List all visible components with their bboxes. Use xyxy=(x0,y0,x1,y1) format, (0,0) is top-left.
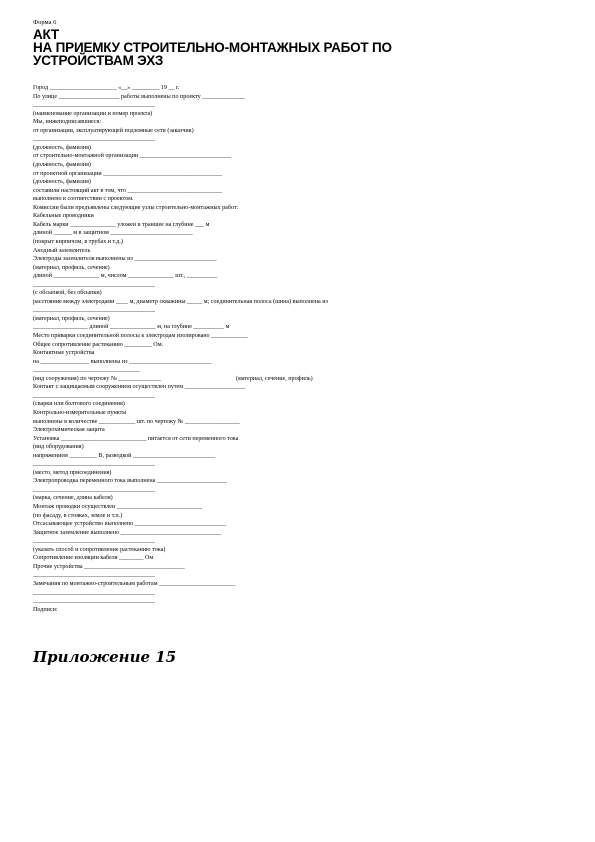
form-line: расстояние между электродами ____ м, диаметр скважины _____ м; соединительная полоса (шина) выполнена из xyxy=(33,298,328,305)
document-title xyxy=(33,28,573,67)
form-line: (материал, профиль, сечение) xyxy=(33,315,110,322)
form-line: (наименование организации и номер проекта) xyxy=(33,110,153,117)
form-line: от строительно-монтажной организации ______________________________ xyxy=(33,153,232,160)
form-line: (марка, сечение, длина кабеля) xyxy=(33,495,113,502)
form-line: Замечания по монтажно-строительным работам _________________________ xyxy=(33,580,236,587)
form-line: ________________________________________ xyxy=(33,102,155,109)
form-line: (указать способ и сопротивление растеканию тока) xyxy=(33,546,166,553)
form-line: от организации, эксплуатирующей подземные сети (заказчик) xyxy=(33,127,194,134)
form-line: Контакт с защищаемым сооружением осуществлен путем ____________________ xyxy=(33,384,246,391)
form-line: длиной ______ м в защитном ___________________________ xyxy=(33,230,193,237)
form-line: Комиссии были предъявлены следующие узлы строительно-монтажных работ: xyxy=(33,204,239,211)
inline-label: (материал, сечение, профиль) xyxy=(236,375,313,382)
form-line: напряжением _________ В, разводкой ___________________________ xyxy=(33,452,216,459)
form-line: Общее сопротивление растеканию _________ Ом. xyxy=(33,341,164,348)
form-line: ________________________________________ xyxy=(33,461,155,468)
form-line: (материал, профиль, сечение) xyxy=(33,264,110,271)
form-line: ________________________________________ xyxy=(33,136,155,143)
form-line: Подписи: xyxy=(33,606,58,613)
form-line: Кабельные проводники xyxy=(33,213,94,220)
form-line: ________________________________________ xyxy=(33,486,155,493)
form-line: __________________ длиной _______________ м, на глубине __________ м xyxy=(33,324,230,331)
form-line: Электроды заземлителя выполнены из ___________________________ xyxy=(33,256,217,262)
title-line: НА ПРИЕМКУ СТРОИТЕЛЬНО-МОНТАЖНЫХ РАБОТ ПО xyxy=(33,40,392,55)
form-line: Защитное заземление выполнено _________________________________ xyxy=(33,529,222,536)
form-line: ________________________________________ xyxy=(33,598,155,604)
form-line: Сопротивление изоляции кабеля ________ Ом xyxy=(33,555,154,562)
form-line: выполнено в соответствии с проектом. xyxy=(33,196,134,203)
form-line: (вид оборудования) xyxy=(33,444,84,451)
form-line: ________________________________________ xyxy=(33,589,155,596)
form-line: на ________________ выполнены из ___________________________ xyxy=(33,358,212,365)
form-line: (с обсыпкой, без обсыпки) xyxy=(33,290,102,297)
form-line: ___________________________________ xyxy=(33,367,140,374)
form-line: (место, метод присоединения) xyxy=(33,469,112,476)
form-line: составили настоящий акт в том, что _______________________________ xyxy=(33,187,222,194)
form-line: ________________________________________ xyxy=(33,538,155,545)
title-line: АКТ xyxy=(33,27,59,42)
form-line: ________________________________________ xyxy=(33,281,155,288)
form-line: от проектной организации _______________________________________ xyxy=(33,170,222,177)
appendix-heading: Приложение 15 xyxy=(33,648,177,666)
form-line: Место приварки соединительной полосы к электродам изолировано ____________ xyxy=(33,333,248,339)
title-line: УСТРОЙСТВАМ ЭХЗ xyxy=(33,53,164,68)
form-line: Электропроводка переменного тока выполнена _______________________ xyxy=(33,478,227,485)
form-line: Монтаж проводки осуществлен ____________________________ xyxy=(33,504,203,510)
form-line: ________________________________________ xyxy=(33,392,155,399)
form-line: (должность, фамилия) xyxy=(33,161,91,168)
form-line: (по фасаду, в стояках, земле и т.п.) xyxy=(33,512,123,519)
form-line: Анодный заземлитель xyxy=(33,247,91,254)
form-line: Электрохимическая защита xyxy=(33,427,105,433)
form-line: Город ______________________ «__» _________ 19 __ г. xyxy=(33,85,180,91)
form-line: выполнены в количестве ____________ шт. по чертежу № __________________ xyxy=(33,418,240,425)
form-line: (покрыт кирпичом, в трубах и т.д.) xyxy=(33,238,123,245)
form-line: Кабель марки _______________ уложен в траншее на глубине ___ м xyxy=(33,221,210,228)
form-line: Установка ____________________________ питается от сети переменного тока xyxy=(33,435,239,442)
form-line: (сварки или болтового соединения) xyxy=(33,401,125,408)
form-line: (вид сооружения) по чертежу № ______________ xyxy=(33,375,161,382)
form-line: длиной _______________ м, числом _______________ шт., __________ xyxy=(33,273,218,280)
form-number: Форма 6 xyxy=(33,19,57,26)
form-line: Мы, нижеподписавшиеся: xyxy=(33,119,102,126)
form-line: (должность, фамилия) xyxy=(33,144,91,151)
form-line: ________________________________________ xyxy=(33,307,155,314)
form-line: Контрольно-измерительные пункты xyxy=(33,409,127,416)
form-line: По улице ____________________ работы выполнены по проекту ______________ xyxy=(33,93,245,100)
form-line: (должность, фамилия) xyxy=(33,179,91,186)
form-line: ________________________________________ xyxy=(33,572,155,579)
form-line: Отсасывающее устройство выполнено ______________________________ xyxy=(33,521,227,527)
form-line: Контактные устройства xyxy=(33,350,95,357)
form-line: Прочие устройства _________________________________ xyxy=(33,563,185,570)
